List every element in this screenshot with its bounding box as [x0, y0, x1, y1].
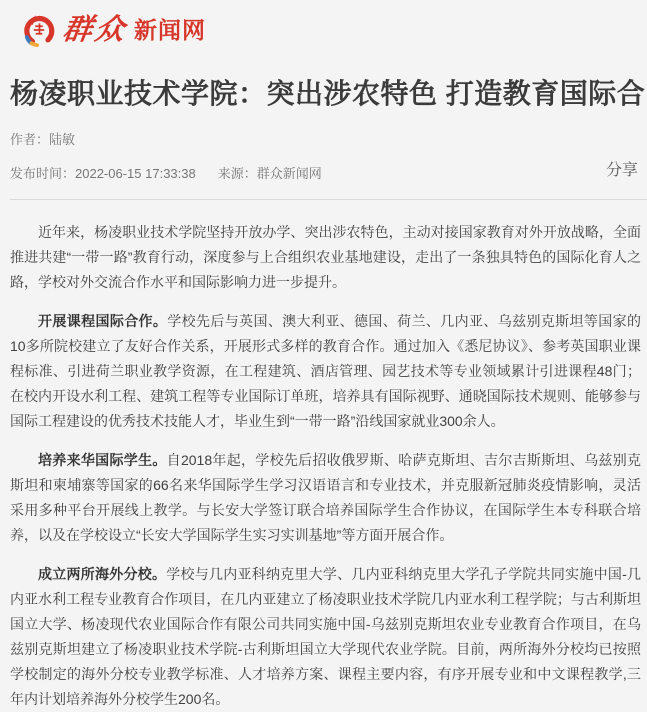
article-title: 杨凌职业技术学院：突出涉农特色 打造教育国际合: [10, 78, 646, 109]
site-logo[interactable]: [22, 12, 206, 48]
article-body: [0, 200, 647, 712]
article-paragraph: [10, 309, 641, 434]
source-label: 来源：: [217, 166, 257, 181]
pubtime-value: 2022-06-15 17:33:38: [75, 166, 196, 181]
site-logo-script-text: 群众: [60, 13, 130, 46]
author-value: 陆敏: [49, 132, 76, 147]
paragraph-lead: 培养来华国际学生。: [38, 452, 167, 468]
source-value: 群众新闻网: [256, 166, 322, 181]
article-author-row: [10, 129, 647, 148]
paragraph-lead: 开展课程国际合作。: [38, 313, 168, 329]
article-paragraph: [10, 562, 641, 712]
paragraph-text: 学校与几内亚科纳克里大学、几内亚科纳克里大学孔子学院共同实施中国-几内亚水利工程专业教育合作项目，在几内亚建立了杨凌职业技术学院几内亚水利工程学院；与古利斯坦国立大学、杨凌现代农业国际合作有限公司共同实施中国-乌兹别克斯坦农业专业教育合作项目，在乌兹别克斯坦建立了杨凌职业技术学院-古利斯坦国立大学现代农业学院。目前，两所海外分校均已按照学校制定的海外分校专业教学标准、人才培养方案、课程主要内容，有序开展专业和中文课程教学,三年内计划培养海外分校学生200名。: [10, 566, 641, 707]
paragraph-text: 自2018年起，学校先后招收俄罗斯、哈萨克斯坦、吉尔吉斯斯坦、乌兹别克斯坦和柬埔寨等国家的66名来华国际学生学习汉语语言和专业技术，并克服新冠肺炎疫情影响，灵活采用多种平台开展线上教学。与长安大学签订联合培养国际学生合作协议，在国际学生本专科联合培养，以及在学校设立“长安大学国际学生实习实训基地”等方面开展合作。: [10, 452, 641, 543]
paragraph-text: 学校先后与英国、澳大利亚、德国、荷兰、几内亚、乌兹别克斯坦等国家的10多所院校建立了友好合作关系，开展形式多样的教育合作。通过加入《悉尼协议》、参考英国职业课程标准、引进荷兰职业教学资源，在工程建筑、酒店管理、园艺技术等专业领域累计引进课程48门；在校内开设水利工程、建筑工程等专业国际订单班，培养具有国际视野、通晓国际技术规则、能够参与国际工程建设的优秀技术技能人才，毕业生到“一带一路”沿线国家就业300余人。: [10, 313, 642, 429]
share-button[interactable]: 分享: [606, 162, 639, 179]
paragraph-lead: 成立两所海外分校。: [38, 566, 167, 582]
site-logo-type-text: 新闻网: [134, 16, 207, 43]
author-label: 作者：: [10, 132, 50, 147]
site-logo-icon: [22, 12, 56, 48]
article-paragraph: [10, 448, 641, 548]
pubtime-label: 发布时间：: [10, 166, 76, 181]
article-paragraph: [10, 220, 641, 295]
paragraph-text: 近年来，杨凌职业技术学院坚持开放办学、突出涉农特色，主动对接国家教育对外开放战略，全面推进共建“一带一路”教育行动，深度参与上合组织农业基地建设，走出了一条独具特色的国际化育人之路，学校对外交流合作水平和国际影响力进一步提升。: [10, 224, 641, 290]
article-pubinfo-row: [10, 163, 647, 182]
site-header: [0, 0, 647, 50]
